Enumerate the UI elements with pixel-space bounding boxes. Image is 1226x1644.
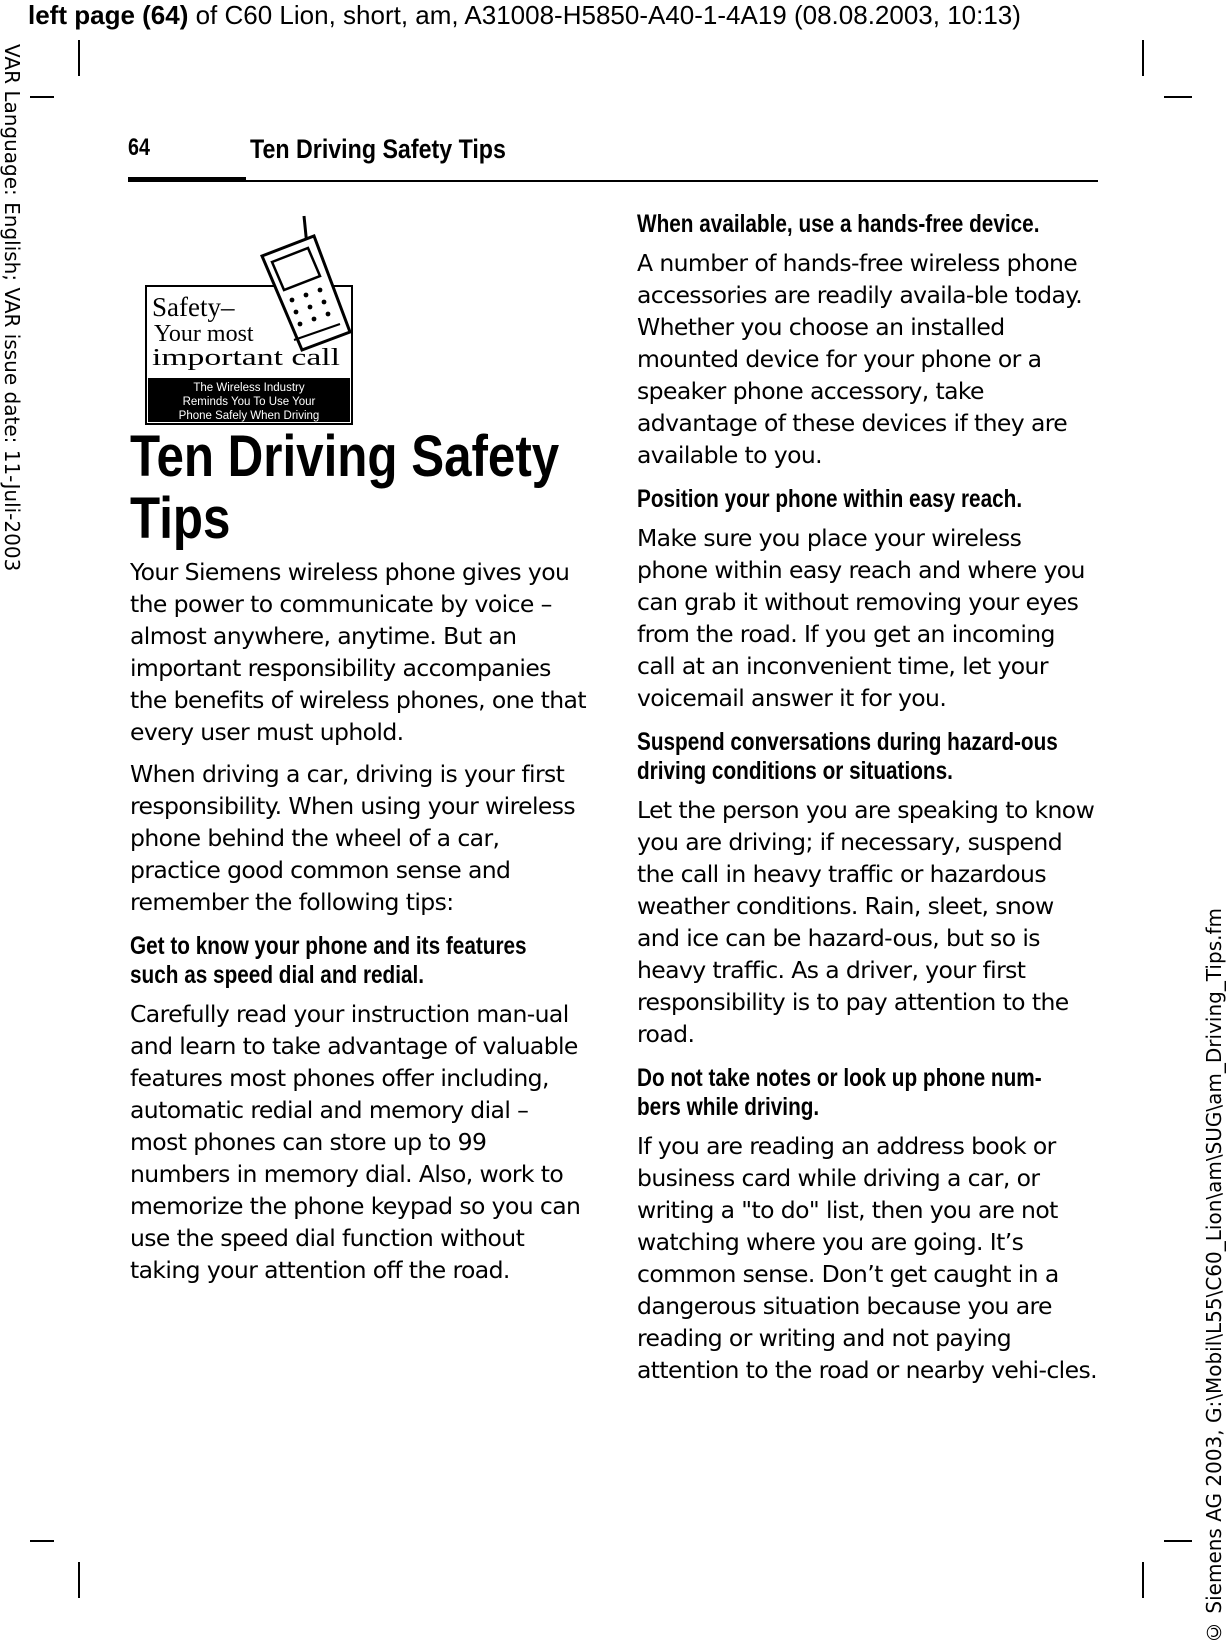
crop-mark xyxy=(30,96,54,98)
right-column xyxy=(637,210,1097,1396)
running-header-title: Ten Driving Safety Tips xyxy=(250,134,506,164)
side-margin-left xyxy=(0,44,32,704)
side-note-copyright: © Siemens AG 2003, G:\Mobil\L55\C60_Lion\am\SUG\am_Driving_Tips.fm xyxy=(1202,908,1226,1644)
logo-banner-line-3: Phone Safely When Driving xyxy=(178,410,320,422)
logo-banner-line-2: Reminds You To Use Your xyxy=(182,396,316,408)
logo-line-2: Your most xyxy=(154,321,254,347)
logo-line-1: Safety– xyxy=(152,292,235,322)
crop-mark xyxy=(30,1540,54,1542)
logo-line-3: important call xyxy=(152,345,341,371)
tip-body: Make sure you place your wireless phone within easy reach and where you can grab it without removing your eyes from the road. If you get an incoming call at an inconvenient time, let your voicemail answer it for you. xyxy=(637,524,1085,712)
intro-paragraph: When driving a car, driving is your first responsibility. When using your wireless phone behind the wheel of a car, practice good common sense and remember the following tips: xyxy=(130,760,576,916)
tip-body: If you are reading an address book or business card while driving a car, or writing a "to do" list, then you are not watching where you are going. It’s common sense. Don’t get caught in a dangerous situation because you are reading or writing and not paying attention to the road or nearby vehi-cles. xyxy=(637,1132,1097,1384)
tip-heading: When available, use a hands-free device. xyxy=(637,210,1040,238)
tip-heading: Do not take notes or look up phone num-bers while driving. xyxy=(637,1064,1042,1121)
tip-heading: Suspend conversations during hazard-ous driving conditions or situations. xyxy=(637,728,1058,785)
tip-body: Carefully read your instruction man-ual and learn to take advantage of valuable features most phones offer including, automatic redial and memory dial – most phones can store up to 99 numbers in memory dial. Also, work to memorize the phone keypad so you can use the speed dial function without taking your attention off the road. xyxy=(130,1000,581,1284)
print-header-bold: left page (64) xyxy=(28,0,189,30)
header-rule-accent xyxy=(128,177,246,182)
print-header xyxy=(28,0,1021,32)
tip-body: A number of hands-free wireless phone accessories are readily availa-ble today. Whether you choose an installed mounted device for your phone or a speaker phone accessory, take advantage of these devices if they are available to you. xyxy=(637,249,1083,469)
page-number: 64 xyxy=(128,134,150,161)
crop-mark xyxy=(1164,96,1192,98)
page-title: Ten Driving Safety Tips xyxy=(130,424,560,551)
intro-paragraph: Your Siemens wireless phone gives you the power to communicate by voice – almost anywhere, anytime. But an important responsibility accompanies the benefits of wireless phones, one that every user must uphold. xyxy=(130,558,586,746)
side-note-language: VAR Language: English; VAR issue date: 11-Juli-2003 xyxy=(0,44,24,572)
crop-mark xyxy=(1142,1562,1144,1598)
tip-body: Let the person you are speaking to know you are driving; if necessary, suspend the call in heavy traffic or hazardous weather conditions. Rain, sleet, snow and ice can be hazard-ous, but so is heavy traffic. As a driver, your first responsibility is to pay attention to the road. xyxy=(637,796,1095,1048)
crop-mark xyxy=(78,1562,80,1598)
crop-mark xyxy=(1142,40,1144,76)
crop-mark xyxy=(1164,1540,1192,1542)
left-column xyxy=(130,556,590,1296)
print-header-text: of C60 Lion, short, am, A31008-H5850-A40-1-4A19 (08.08.2003, 10:13) xyxy=(188,0,1021,30)
safety-logo-graphic xyxy=(144,210,362,428)
tip-heading: Get to know your phone and its features such as speed dial and redial. xyxy=(130,932,527,989)
tip-heading: Position your phone within easy reach. xyxy=(637,485,1023,513)
logo-banner-line-1: The Wireless Industry xyxy=(193,382,305,394)
header-rule xyxy=(128,180,1098,182)
side-margin-right xyxy=(1194,860,1226,1644)
crop-mark xyxy=(78,40,80,76)
